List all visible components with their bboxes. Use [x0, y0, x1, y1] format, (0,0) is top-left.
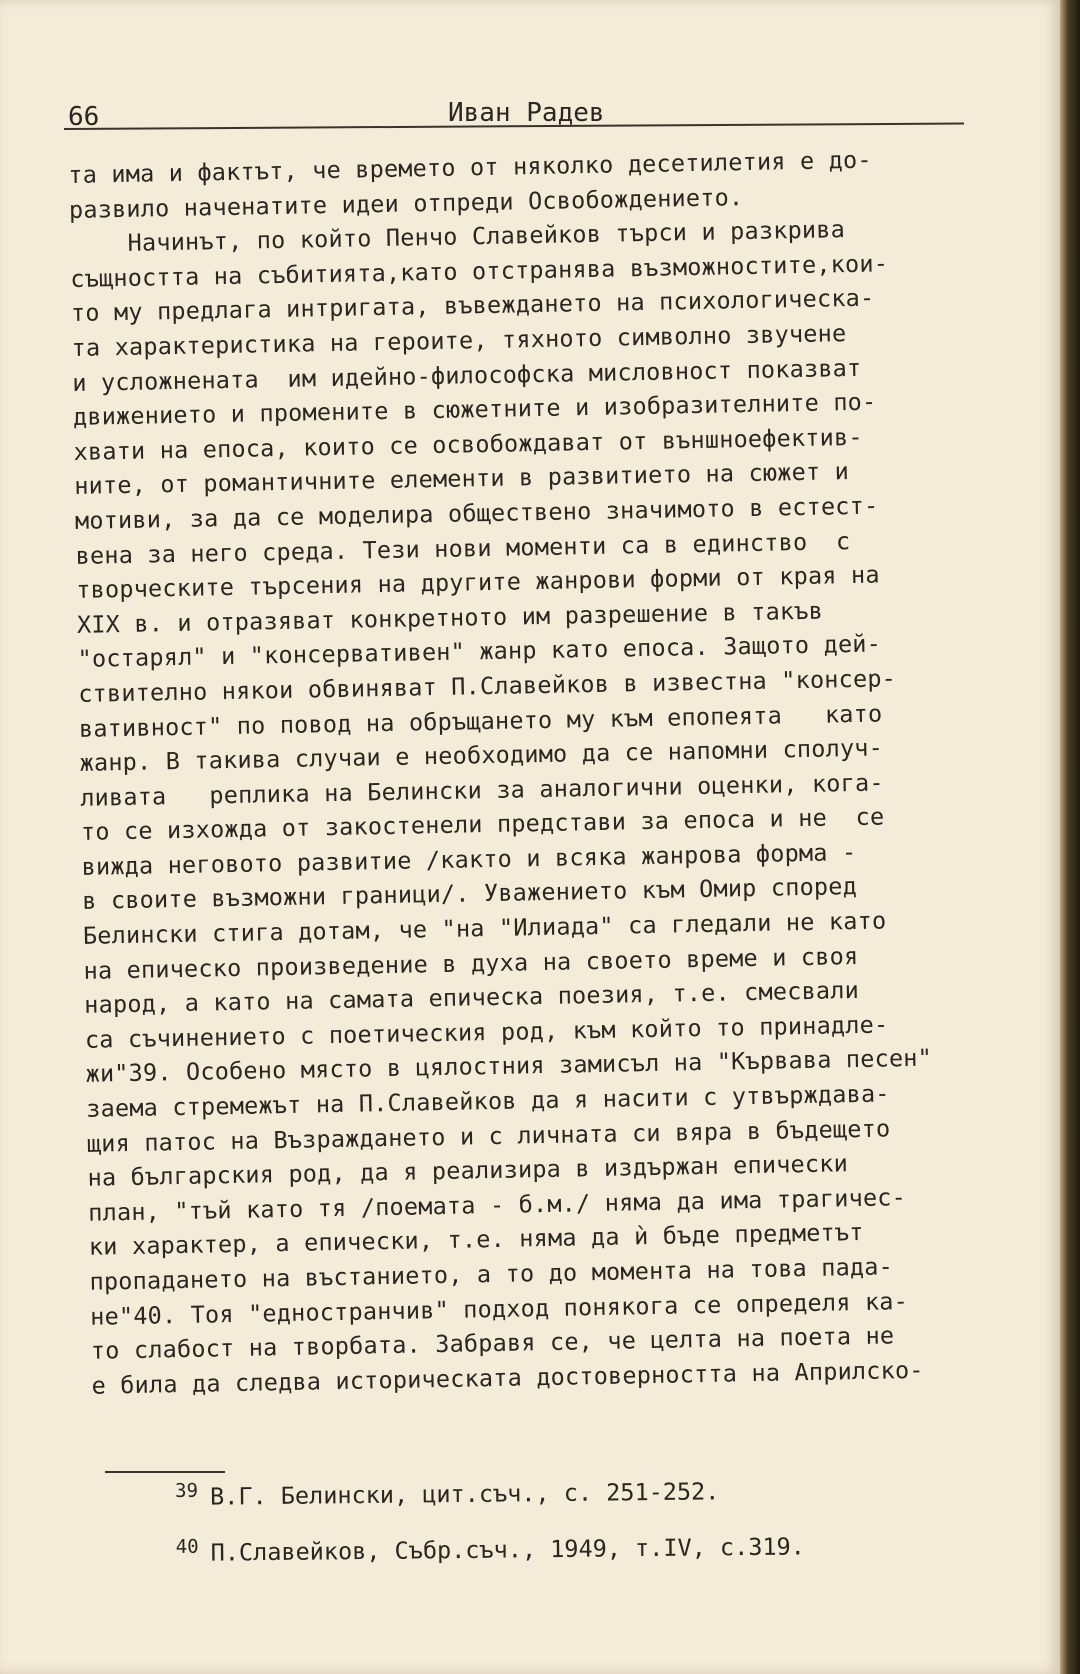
text-line: та има и фактът, че времето от няколко десетилетия е до- — [68, 145, 872, 189]
page-number: 66 — [68, 102, 100, 132]
text-line: ните, от романтичните елементи в развитието на сюжет и — [74, 457, 850, 501]
footnote — [175, 1471, 996, 1536]
text-line: та характеристика на героите, тяхното символно звучене — [71, 319, 847, 362]
text-line: щия патос на Възраждането и с личната си вяра в бъдещето — [86, 1114, 891, 1158]
text-line: пропадането на въстанието, а то до момента на това пада- — [89, 1252, 894, 1296]
running-head: Иван Радев — [448, 98, 605, 128]
text-line: Белински стига дотам, че "на "Илиада" са гледали не като — [82, 906, 887, 950]
text-line: жи"39. Особено място в цялостния замисъл на "Кървава песен" — [85, 1044, 933, 1089]
text-line: същността на събитията,като отстранява възможностите,кои- — [70, 249, 889, 293]
text-line: XIX в. и отразяват конкретното им разрешение в такъв — [76, 596, 824, 639]
text-line: то слабост на творбата. Забравя се, че целта на поета не — [90, 1321, 895, 1365]
text-line: в своите възможни граници/. Уважението към Омир според — [82, 872, 858, 916]
footnote-number: 40 — [175, 1535, 199, 1558]
book-binding-edge — [1060, 0, 1080, 1674]
text-line: ки характер, а епически, т.е. няма да ѝ бъде предметът — [88, 1218, 864, 1262]
text-line: "остарял" и "консервативен" жанр като епоса. Защото дей- — [77, 629, 882, 674]
text-line: на епическо произведение в духа на своето време и своя — [83, 941, 859, 985]
text-line: Начинът, по който Пенчо Славейков търси и разкрива — [127, 215, 846, 258]
text-line: народ, а като на самата епическа поезия, т.е. смесвали — [83, 976, 860, 1020]
footnote-text: П.Славейков, Събр.съч., 1949, т.IV, с.319. — [210, 1532, 806, 1567]
footnote-rule — [105, 1471, 225, 1473]
text-line: ливата реплика на Белински за аналогични оценки, кога- — [80, 768, 884, 812]
text-line: хвати на епоса, които се освобождават от външноефектив- — [73, 422, 863, 466]
text-line: то се изхожда от закостенели представи за епоса и не се — [80, 802, 885, 847]
text-line: и усложнената им идейно-философска мисловност показват — [72, 353, 862, 397]
footnote-number: 39 — [175, 1479, 199, 1502]
text-line: мотиви, за да се моделира общественo значимото в естест- — [74, 491, 879, 535]
text-line: ствително някои обвиняват П.Славейков в известна "консер- — [78, 664, 897, 708]
footnote — [176, 1527, 997, 1592]
text-line: творческите търсения на другите жанрови форми от края на — [76, 560, 880, 605]
text-line: вижда неговото развитие /както и всяка жанрова форма - — [81, 837, 857, 881]
text-line: е била да следва историческата достоверността на Априлско- — [91, 1355, 924, 1400]
body-text — [68, 140, 1032, 1403]
footnotes — [175, 1471, 996, 1592]
text-line: не"40. Тоя "еднострaнчив" подход понякога се определя ка- — [89, 1286, 909, 1331]
text-line: развило наченатите идеи отпреди Освобождението. — [68, 182, 744, 224]
text-line: вена за него среда. Тези нови моменти са в единство с — [75, 526, 851, 570]
text-line: заема стремежът на П.Славейков да я насити с утвърждава- — [85, 1079, 890, 1123]
text-line: на българския род, да я реализира в издържан епически — [87, 1149, 849, 1193]
text-line: са съчинението с поетическия род, към който то принадле- — [84, 1010, 889, 1054]
text-line: план, "тъй като тя /поемата - б.м./ няма да има трагичес- — [87, 1182, 907, 1227]
text-line: жанр. В такива случаи е необходимо да се напомни сполуч- — [79, 733, 884, 777]
text-line: вативност" по повод на обръщането му към епопеята като — [78, 698, 883, 743]
text-line: движението и промените в сюжетните и изобразителните по- — [72, 387, 877, 432]
footnote-text: В.Г. Белински, цит.съч., с. 251-252. — [209, 1477, 720, 1511]
text-line: то му предлага интригата, въвеждането на психологическа- — [70, 283, 875, 328]
